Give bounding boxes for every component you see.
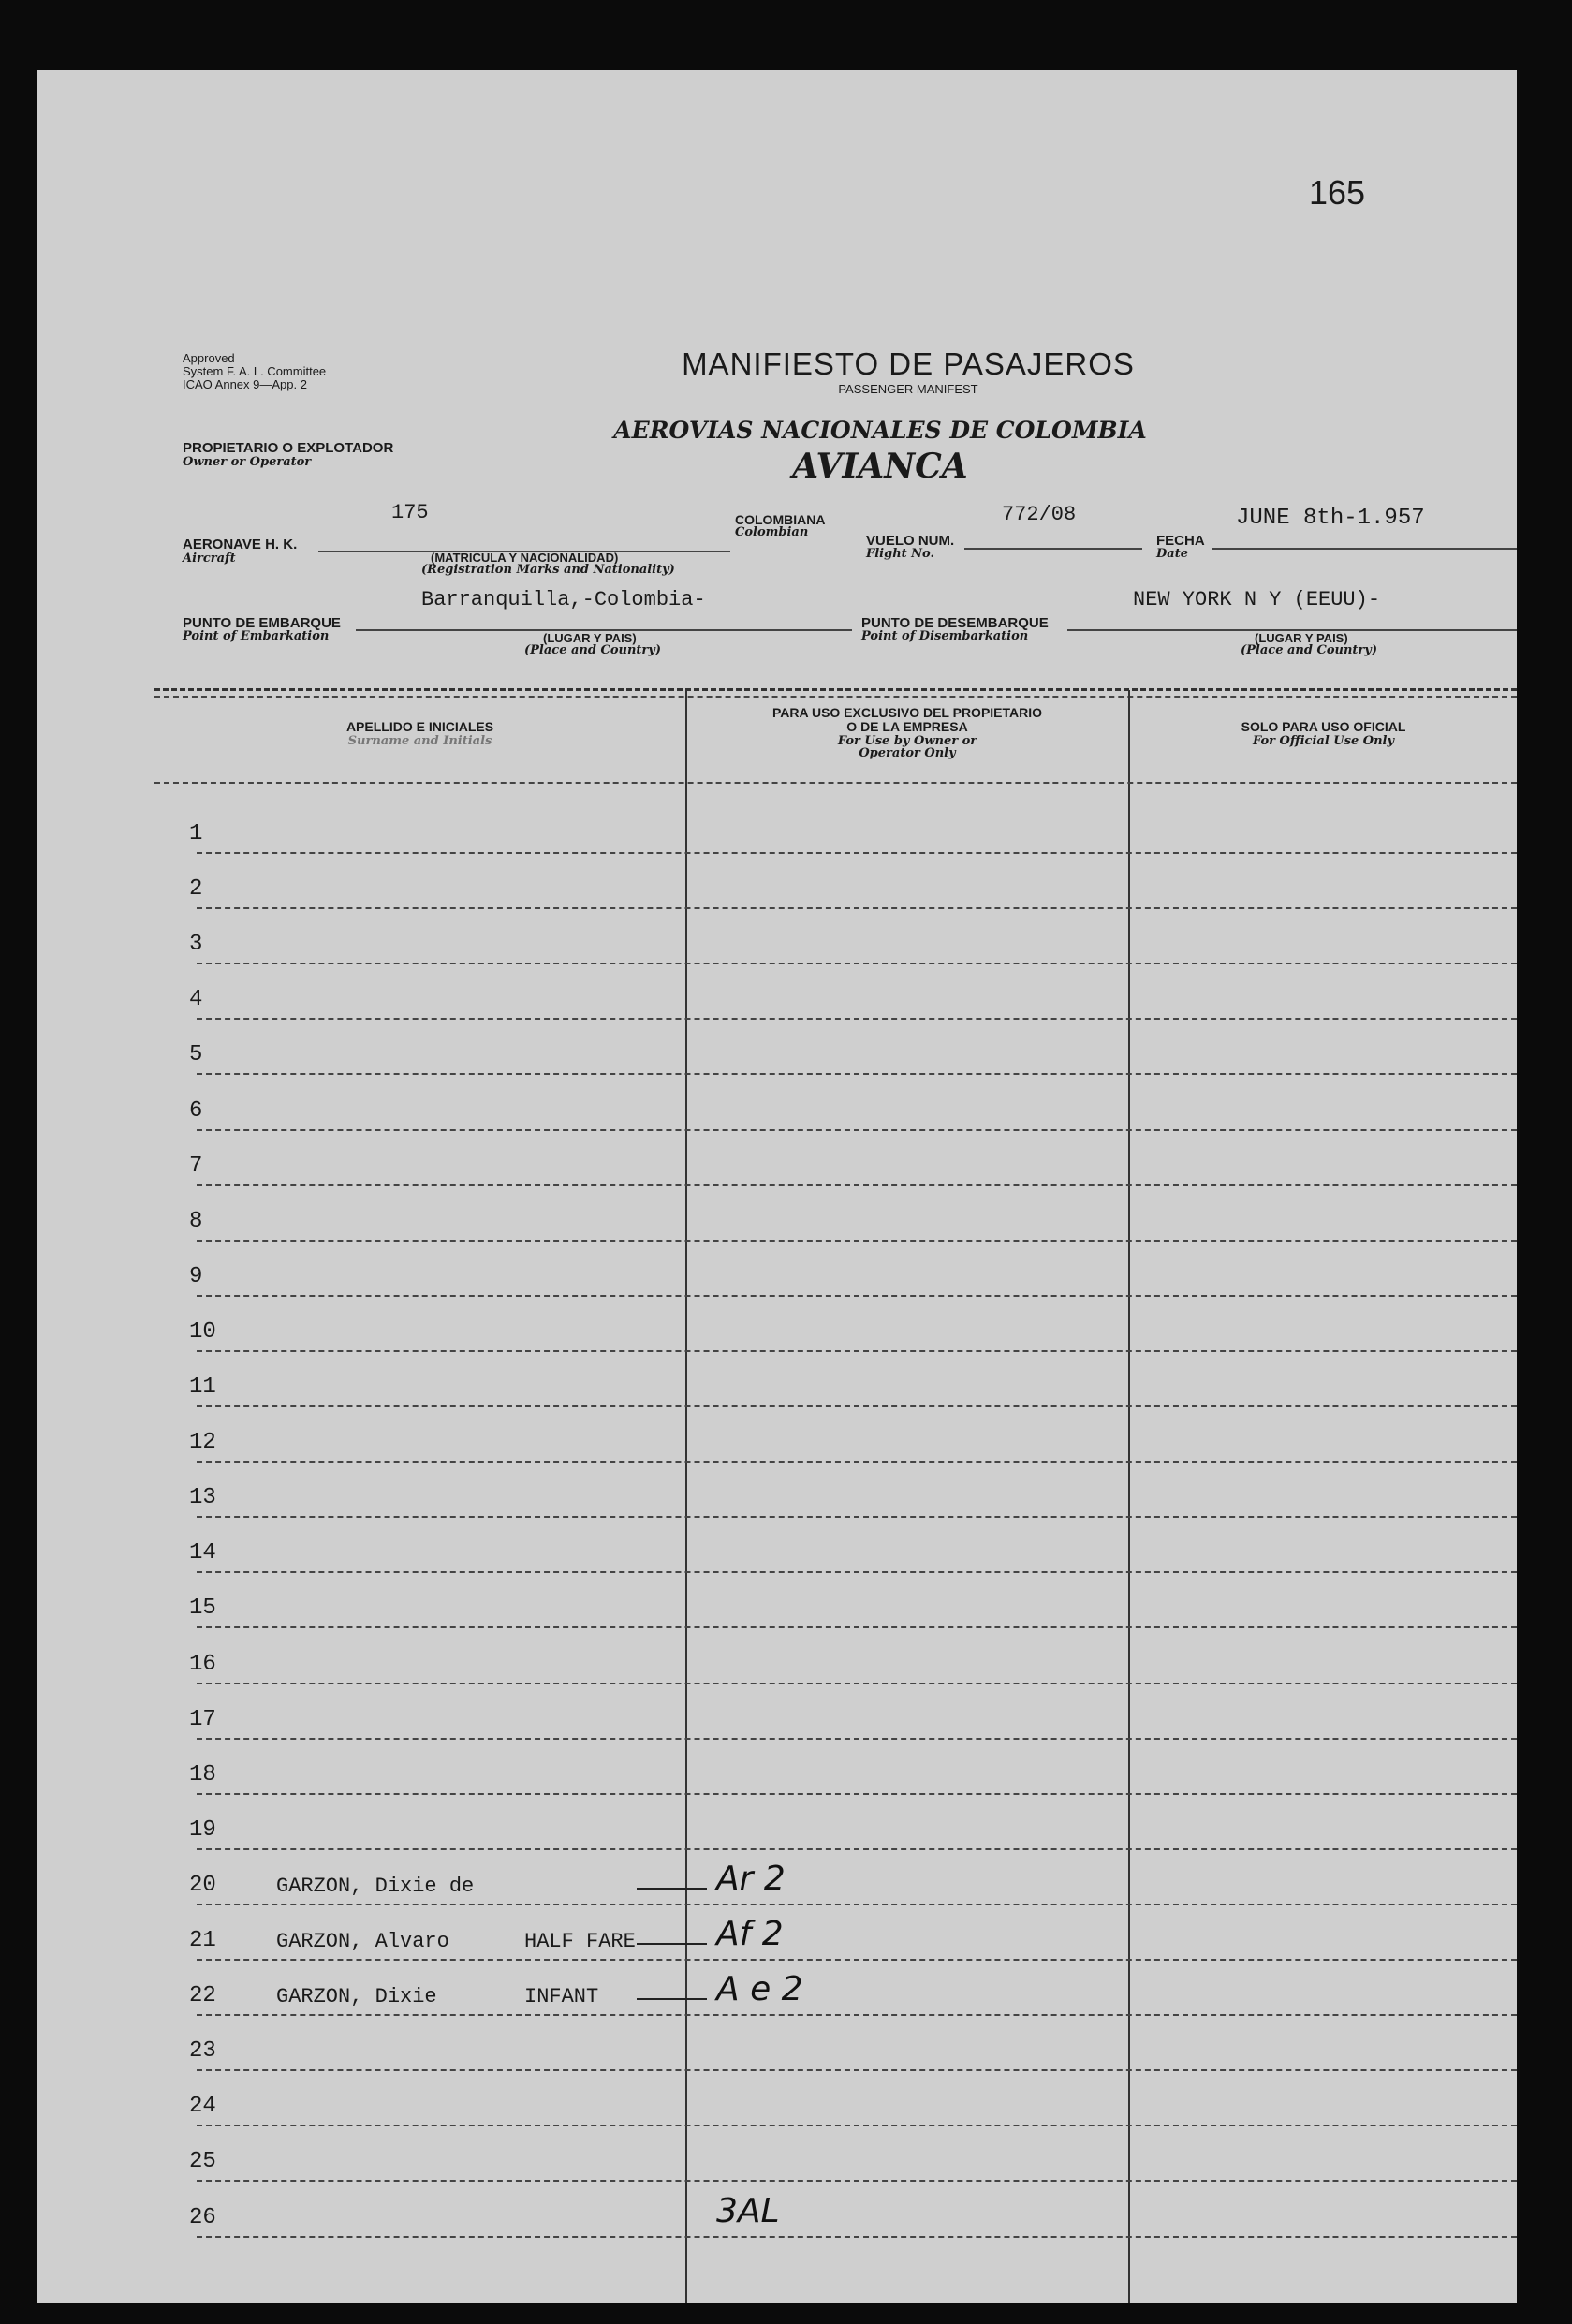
- column-header-operator-en-1: For Use by Owner or: [837, 734, 977, 748]
- operator-label: PROPIETARIO O EXPLOTADOR: [183, 440, 394, 456]
- row-rule: [197, 1240, 1517, 1242]
- connector-dash: [637, 1998, 707, 2000]
- manifest-title: MANIFIESTO DE PASAJEROS: [682, 346, 1135, 381]
- row-number: 7: [189, 1153, 203, 1179]
- row-number: 13: [189, 1485, 216, 1511]
- table-row: [37, 1142, 1517, 1198]
- row-number: 15: [189, 1596, 216, 1622]
- table-row: [37, 2082, 1517, 2138]
- connector-dash: [637, 1943, 707, 1945]
- table-row: [37, 1751, 1517, 1806]
- column-header-operator-2: O DE LA EMPRESA: [846, 719, 968, 734]
- airline-full-name: AEROVIAS NACIONALES DE COLOMBIA: [613, 417, 1147, 444]
- table-row: [37, 1696, 1517, 1751]
- aircraft-label-en: Aircraft: [183, 552, 236, 566]
- row-rule: [197, 1295, 1517, 1297]
- row-rule: [197, 1683, 1517, 1684]
- row-rule: [197, 1018, 1517, 1020]
- row-rule: [197, 1571, 1517, 1573]
- row-rule: [197, 1405, 1517, 1407]
- row-number: 18: [189, 1761, 216, 1787]
- passenger-name: GARZON, Dixie: [276, 1985, 437, 2009]
- table-row: [37, 1253, 1517, 1308]
- column-header-official-en: For Official Use Only: [1252, 734, 1395, 748]
- row-rule: [197, 963, 1517, 964]
- row-number: 20: [189, 1872, 216, 1898]
- connector-dash: [637, 1888, 707, 1890]
- row-rule: [197, 1848, 1517, 1850]
- row-number: 22: [189, 1983, 216, 2009]
- row-rule: [197, 852, 1517, 854]
- disembarkation-value: NEW YORK N Y (EEUU)-: [1133, 588, 1381, 611]
- row-rule: [197, 1461, 1517, 1463]
- passenger-note: INFANT: [524, 1985, 599, 2009]
- table-row: [37, 976, 1517, 1031]
- row-rule: [197, 2180, 1517, 2182]
- table-row: [37, 1363, 1517, 1419]
- row-number: 2: [189, 876, 203, 903]
- disembarkation-sub-en: (Place and Country): [1241, 643, 1377, 657]
- table-row: [37, 2027, 1517, 2082]
- disembarkation-label: PUNTO DE DESEMBARQUE: [861, 615, 1049, 631]
- table-row: [37, 2191, 1517, 2249]
- flight-value: 772/08: [1002, 503, 1077, 526]
- row-number: 21: [189, 1928, 216, 1953]
- airline-short-name: AVIANCA: [792, 447, 968, 486]
- row-number: 19: [189, 1817, 216, 1843]
- date-label-en: Date: [1156, 547, 1188, 561]
- table-row: [37, 1584, 1517, 1640]
- passenger-name: GARZON, Alvaro: [276, 1930, 449, 1953]
- operator-code: A e 2: [716, 1970, 803, 2009]
- approval-line-2: System F. A. L. Committee: [183, 364, 327, 378]
- table-row: [37, 1198, 1517, 1253]
- row-rule: [197, 2014, 1517, 2016]
- row-rule: [197, 1793, 1517, 1795]
- embarkation-sub-en: (Place and Country): [524, 643, 661, 657]
- table-row: [37, 1640, 1517, 1696]
- table-row: [37, 1861, 1517, 1917]
- flight-label: VUELO NUM.: [866, 533, 955, 549]
- approval-line-3: ICAO Annex 9—App. 2: [183, 377, 307, 391]
- row-number: 12: [189, 1430, 216, 1456]
- row-rule: [197, 2236, 1517, 2238]
- row-number: 26: [189, 2204, 216, 2230]
- flight-label-en: Flight No.: [866, 547, 935, 561]
- row-rule: [197, 907, 1517, 909]
- row-number: 23: [189, 2038, 216, 2065]
- table-row: [37, 810, 1517, 865]
- row-number: 25: [189, 2149, 216, 2175]
- row-number: 24: [189, 2094, 216, 2120]
- row-number: 10: [189, 1318, 216, 1345]
- table-row: [37, 1031, 1517, 1086]
- embarkation-label-en: Point of Embarkation: [183, 629, 330, 643]
- column-header-official: SOLO PARA USO OFICIAL: [1241, 719, 1406, 734]
- row-number: 3: [189, 932, 203, 958]
- row-rule: [197, 1516, 1517, 1518]
- aircraft-nationality: COLOMBIANA: [735, 512, 826, 527]
- row-number: 1: [189, 821, 203, 846]
- table-row: [37, 1419, 1517, 1474]
- aircraft-sub-en: (Registration Marks and Nationality): [421, 563, 675, 577]
- table-row: [37, 865, 1517, 920]
- table-row: [37, 1806, 1517, 1861]
- row-rule: [197, 1184, 1517, 1186]
- column-header-surname: APELLIDO E INICIALES: [345, 719, 494, 734]
- row-number: 9: [189, 1263, 203, 1289]
- page-number: 165: [1309, 173, 1366, 212]
- row-number: 6: [189, 1097, 203, 1124]
- row-rule: [197, 2069, 1517, 2071]
- table-row: [37, 2138, 1517, 2193]
- manifest-subtitle: PASSENGER MANIFEST: [838, 382, 978, 396]
- aircraft-sub: (MATRICULA Y NACIONALIDAD): [431, 551, 619, 565]
- row-number: 4: [189, 987, 203, 1013]
- operator-code: Ar 2: [716, 1859, 786, 1898]
- embarkation-sub: (LUGAR Y PAIS): [543, 631, 637, 645]
- column-header-operator-1: PARA USO EXCLUSIVO DEL PROPIETARIO: [771, 705, 1043, 720]
- row-rule: [197, 1073, 1517, 1075]
- embarkation-value: Barranquilla,-Colombia-: [421, 588, 706, 611]
- operator-code: Af 2: [716, 1915, 784, 1953]
- row-rule: [197, 1738, 1517, 1740]
- table-row: [37, 920, 1517, 976]
- row-number: 8: [189, 1208, 203, 1234]
- table-row: [37, 1087, 1517, 1142]
- aircraft-label: AERONAVE H. K.: [183, 537, 298, 552]
- date-value: JUNE 8th-1.957: [1236, 506, 1425, 531]
- row-rule: [197, 1959, 1517, 1961]
- date-label: FECHA: [1156, 533, 1205, 549]
- embarkation-label: PUNTO DE EMBARQUE: [183, 615, 341, 631]
- disembarkation-label-en: Point of Disembarkation: [861, 629, 1029, 643]
- disembarkation-sub: (LUGAR Y PAIS): [1255, 631, 1348, 645]
- row-number: 11: [189, 1375, 216, 1400]
- table-row: [37, 1474, 1517, 1529]
- row-number: 17: [189, 1706, 216, 1732]
- operator-code: 3AL: [716, 2191, 780, 2230]
- table-row: [37, 1529, 1517, 1584]
- row-rule: [197, 1626, 1517, 1628]
- column-header-surname-en: Surname and Initials: [347, 734, 492, 748]
- aircraft-value: 175: [391, 501, 429, 524]
- row-rule: [197, 2125, 1517, 2126]
- column-header-operator-en-2: Operator Only: [859, 746, 956, 760]
- row-rule: [197, 1129, 1517, 1131]
- passenger-name: GARZON, Dixie de: [276, 1874, 475, 1898]
- row-number: 14: [189, 1540, 216, 1566]
- row-rule: [197, 1904, 1517, 1905]
- table-row: [37, 1972, 1517, 2027]
- manifest-page: [37, 70, 1517, 2303]
- row-number: 5: [189, 1042, 203, 1068]
- table-row: [37, 1308, 1517, 1363]
- approval-line-1: Approved: [183, 351, 235, 365]
- operator-label-en: Owner or Operator: [183, 455, 312, 469]
- table-row: [37, 1917, 1517, 1972]
- passenger-note: HALF FARE: [524, 1930, 636, 1953]
- row-number: 16: [189, 1651, 216, 1677]
- aircraft-nationality-en: Colombian: [735, 525, 809, 539]
- row-rule: [197, 1350, 1517, 1352]
